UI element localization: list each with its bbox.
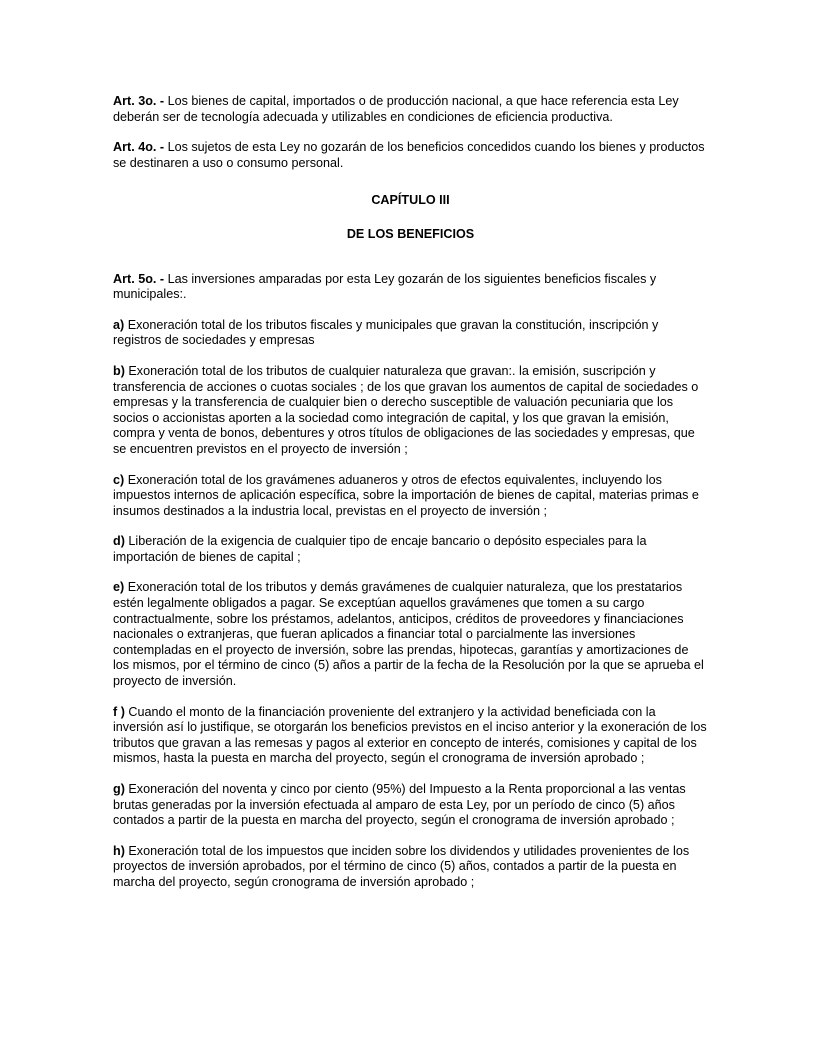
item-e-text: Exoneración total de los tributos y demás gravámenes de cualquier naturaleza, que los prestatarios estén legalmente obligados a pagar. Se exceptúan aquellos gravámenes que tomen a su cargo contractualmente, sobre los préstamos, adelantos, anticipos, créditos de proveedores y financiaciones nacionales o extranjeras, que fueran aplicados a financiar total o parcialmente las inversiones contempladas en el proyecto de inversión, sobre las prendas, hipotecas, garantías y amortizaciones de los mismos, por el término de cinco (5) años a partir de la fecha de la Resolución por la que se aprueba el proyecto de inversión. — [113, 580, 704, 689]
article-4-number: Art. 4o. - — [113, 140, 165, 155]
article-5 — [113, 272, 708, 303]
article-4 — [113, 140, 708, 171]
item-c-text: Exoneración total de los gravámenes aduaneros y otros de efectos equivalentes, incluyendo los impuestos internos de aplicación específica, sobre la importación de bienes de capital, materias primas e insumos destinados a la industria local, previstas en el proyecto de inversión ; — [113, 472, 699, 518]
article-3-text: Los bienes de capital, importados o de producción nacional, a que hace referencia esta Ley deberán ser de tecnología adecuada y utilizables en condiciones de eficiencia productiva. — [113, 94, 679, 124]
chapter-heading: CAPÍTULO III — [371, 193, 450, 208]
item-c — [113, 473, 708, 520]
document-page — [113, 94, 708, 906]
item-f-text: Cuando el monto de la financiación proveniente del extranjero y la actividad beneficiada con la inversión así lo justifique, se otorgarán los beneficios previstos en el inciso anterior y la exoneración de los tributos que gravan a las remesas y pagos al exterior en concepto de interés, comisiones y capital de los mismos, hasta la puesta en marcha del proyecto, según el cronograma de inversión aprobado ; — [113, 704, 707, 766]
article-3 — [113, 94, 708, 125]
item-c-letter: c) — [113, 472, 125, 487]
chapter-title: DE LOS BENEFICIOS — [346, 226, 475, 241]
item-g-letter: g) — [113, 782, 125, 796]
item-b-text: Exoneración total de los tributos de cualquier naturaleza que gravan:. la emisión, suscripción y transferencia de acciones o cuotas sociales ; de los que gravan los aumentos de capital de sociedades o empresas y la transferencia de cualquier bien o derecho susceptible de valuación pecuniaria que los socios o accionistas aporten a la sociedad como integración de capital, y los que gravan la emisión, compra y venta de bonos, debentures y otros títulos de obligaciones de las sociedades y empresas, que se encuentren previstos en el proyecto de inversión ; — [113, 363, 699, 456]
item-g-text: Exoneración del noventa y cinco por ciento (95%) del Impuesto a la Renta proporcional a las ventas brutas generadas por la inversión efectuada al amparo de esta Ley, por un período de cinco (5) años contados a partir de la puesta en marcha del proyecto, según el cronograma de inversión aprobado ; — [113, 782, 686, 828]
item-g — [113, 782, 708, 829]
item-h — [113, 844, 708, 891]
article-3-number: Art. 3o. - — [113, 94, 165, 108]
item-d-text: Liberación de la exigencia de cualquier tipo de encaje bancario o depósito especiales para la importación de bienes de capital ; — [113, 534, 647, 564]
item-f — [113, 705, 708, 767]
item-b — [113, 364, 708, 458]
item-a-letter: a) — [113, 317, 125, 332]
item-d-letter: d) — [113, 534, 125, 549]
article-5-text: Las inversiones amparadas por esta Ley gozarán de los siguientes beneficios fiscales y municipales:. — [113, 271, 657, 302]
article-5-number: Art. 5o. - — [113, 271, 165, 286]
item-e-letter: e) — [113, 580, 125, 595]
item-h-letter: h) — [113, 843, 125, 858]
item-a — [113, 318, 708, 349]
item-h-text: Exoneración total de los impuestos que inciden sobre los dividendos y utilidades provenientes de los proyectos de inversión aprobados, por el término de cinco (5) años, contados a partir de la puesta en marcha del proyecto, según cronograma de inversión aprobado ; — [113, 843, 690, 889]
item-f-letter: f ) — [113, 704, 125, 719]
item-b-letter: b) — [113, 363, 125, 378]
item-e — [113, 580, 708, 689]
item-d — [113, 534, 708, 565]
item-a-text: Exoneración total de los tributos fiscales y municipales que gravan la constitución, inscripción y registros de sociedades y empresas — [113, 317, 659, 348]
article-4-text: Los sujetos de esta Ley no gozarán de los beneficios concedidos cuando los bienes y productos se destinaren a uso o consumo personal. — [113, 140, 705, 170]
